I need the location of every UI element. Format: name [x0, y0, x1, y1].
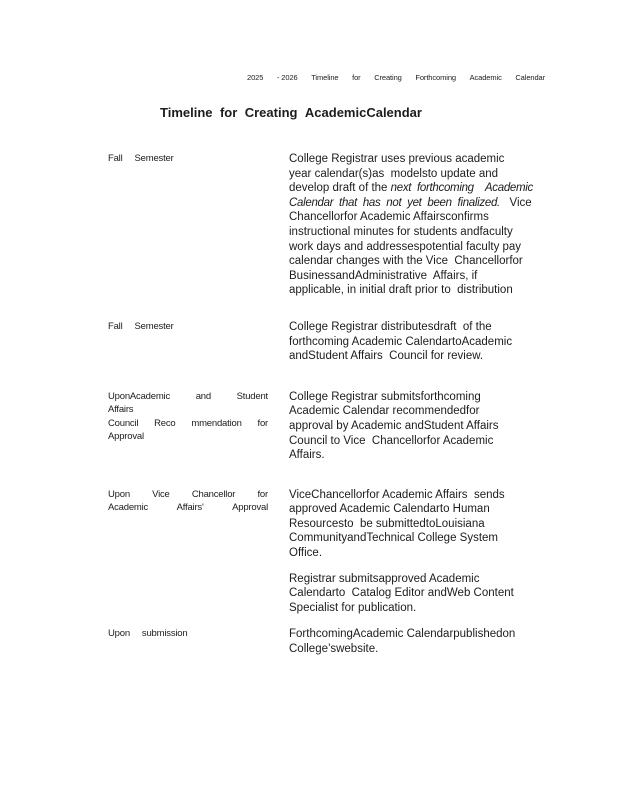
- description-line: [289, 196, 544, 211]
- title-word: Creating: [244, 105, 298, 120]
- title-word: for: [219, 105, 238, 120]
- header-word: Forthcoming: [415, 73, 456, 82]
- phase-label: [108, 152, 268, 166]
- description-line: [289, 181, 544, 196]
- timeline-row: [108, 320, 540, 364]
- phase-label-word: Semester: [134, 320, 174, 332]
- description-line: [289, 601, 544, 616]
- plain-text: Vice: [499, 196, 532, 209]
- phase-label-word: Academic: [108, 502, 149, 514]
- plain-text: College’swebsite.: [289, 643, 379, 656]
- plain-text: Calendarto Catalog Editor andWeb Content: [289, 587, 514, 600]
- phase-label-word: UponAcademic: [108, 390, 171, 402]
- plain-text: Specialist for publication.: [289, 601, 417, 614]
- phase-label-word: for: [257, 488, 268, 500]
- phase-label-word: Affairs: [108, 404, 134, 416]
- phase-label-word: Semester: [134, 153, 174, 164]
- description-line: [289, 627, 544, 642]
- description-line: [289, 254, 544, 269]
- phase-label-word: submission: [141, 628, 188, 640]
- phase-label-word: Student: [236, 390, 268, 402]
- phase-label-line: [108, 627, 268, 641]
- plain-text: ViceChancellorfor Academic Affairs sends: [289, 488, 505, 501]
- phase-description: [289, 320, 544, 364]
- description-line: [289, 349, 544, 364]
- phase-label-word: Council: [108, 417, 139, 429]
- timeline-row: [108, 488, 540, 616]
- description-line: [289, 167, 544, 182]
- description-paragraph: [289, 488, 544, 561]
- description-line: [289, 642, 544, 657]
- phase-label-line: [108, 390, 268, 404]
- phase-label: [108, 488, 268, 515]
- plain-text: approval by Academic andStudent Affairs: [289, 419, 499, 432]
- plain-text: BusinessandAdministrative Affairs, if: [289, 269, 478, 282]
- plain-text: College Registrar distributesdraft of the: [289, 320, 492, 333]
- phase-label-line: [108, 417, 268, 431]
- description-line: [289, 488, 544, 503]
- description-line: [289, 335, 544, 350]
- timeline-table: [108, 152, 540, 657]
- phase-label-line: [108, 403, 268, 417]
- timeline-row: [108, 390, 540, 463]
- phase-label-line: [108, 152, 268, 166]
- plain-text: College Registrar uses previous academic: [289, 153, 505, 165]
- phase-label-word: and: [195, 390, 211, 402]
- description-line: [289, 419, 544, 434]
- phase-label-word: Upon: [108, 628, 130, 640]
- phase-label: [108, 320, 268, 334]
- plain-text: Office.: [289, 547, 323, 560]
- phase-label-word: for: [257, 417, 268, 429]
- plain-text: Council to Vice Chancellorfor Academic: [289, 434, 494, 447]
- phase-label-word: Chancellor: [191, 488, 236, 500]
- description-line: [289, 269, 544, 284]
- description-paragraph: [289, 320, 544, 364]
- phase-label-word: mmendation: [191, 417, 242, 429]
- running-header: [247, 73, 545, 83]
- phase-description: [289, 152, 544, 298]
- description-paragraph: [289, 572, 544, 616]
- description-line: [289, 225, 544, 240]
- phase-label-word: Reco: [154, 417, 176, 429]
- description-paragraph: [289, 390, 544, 463]
- page-title: [160, 104, 422, 121]
- phase-label-word: Approval: [108, 431, 144, 443]
- description-line: [289, 320, 544, 335]
- phase-description: [289, 488, 544, 616]
- plain-text: College Registrar submitsforthcoming: [289, 390, 481, 403]
- italic-text: next forthcoming Academic: [390, 182, 534, 195]
- phase-label-line: [108, 501, 268, 515]
- phase-label: [108, 627, 268, 641]
- phase-description: [289, 390, 544, 463]
- description-line: [289, 434, 544, 449]
- description-line: [289, 517, 544, 532]
- description-paragraph: [289, 627, 544, 656]
- plain-text: applicable, in initial draft prior to distribution: [289, 284, 513, 297]
- plain-text: calendar changes with the Vice Chancellorfor: [289, 255, 523, 268]
- phase-label: [108, 390, 268, 444]
- plain-text: Registrar submitsapproved Academic: [289, 572, 480, 585]
- header-word: - 2026: [276, 73, 298, 82]
- phase-label-word: Approval: [232, 502, 268, 514]
- phase-label-line: [108, 430, 268, 444]
- plain-text: year calendar(s)as modelsto update and: [289, 167, 499, 180]
- title-word: AcademicCalendar: [304, 105, 422, 120]
- phase-label-word: Upon: [108, 488, 130, 500]
- description-line: [289, 546, 544, 561]
- timeline-row: [108, 152, 540, 298]
- plain-text: Affairs.: [289, 449, 325, 462]
- description-line: [289, 390, 544, 405]
- header-word: Timeline: [311, 73, 339, 82]
- plain-text: develop draft of the: [289, 182, 391, 195]
- plain-text: work days and addressespotential faculty pay: [289, 240, 522, 253]
- description-paragraph: [289, 152, 544, 298]
- header-word: Academic: [469, 73, 502, 82]
- plain-text: andStudent Affairs Council for review.: [289, 350, 484, 363]
- header-word: for: [352, 73, 361, 82]
- header-word: Creating: [374, 73, 402, 82]
- plain-text: ForthcomingAcademic Calendarpublishedon: [289, 628, 516, 641]
- phase-label-word: Vice: [152, 488, 170, 500]
- phase-label-word: Fall: [108, 153, 123, 164]
- plain-text: approved Academic Calendarto Human: [289, 503, 490, 516]
- description-line: [289, 502, 544, 517]
- description-line: [289, 210, 544, 225]
- phase-label-word: Affairs': [176, 502, 204, 514]
- italic-text: Calendar that has not yet been finalized.: [289, 196, 500, 209]
- description-line: [289, 448, 544, 463]
- plain-text: forthcoming Academic CalendartoAcademic: [289, 335, 513, 348]
- description-line: [289, 572, 544, 587]
- description-line: [289, 404, 544, 419]
- phase-description: [289, 627, 544, 656]
- plain-text: CommunityandTechnical College System: [289, 532, 499, 545]
- plain-text: instructional minutes for students andfaculty: [289, 225, 513, 238]
- plain-text: Resourcesto be submittedtoLouisiana: [289, 517, 485, 530]
- timeline-row: [108, 627, 540, 656]
- description-line: [289, 531, 544, 546]
- plain-text: Academic Calendar recommendedfor: [289, 405, 480, 418]
- phase-label-word: Fall: [108, 320, 123, 332]
- description-line: [289, 152, 544, 167]
- description-line: [289, 586, 544, 601]
- plain-text: Chancellorfor Academic Affairsconfirms: [289, 211, 489, 224]
- title-word: Timeline: [160, 105, 213, 120]
- phase-label-line: [108, 488, 268, 502]
- description-line: [289, 283, 544, 298]
- description-line: [289, 240, 544, 255]
- header-word: 2025: [247, 73, 264, 82]
- phase-label-line: [108, 320, 268, 334]
- header-word: Calendar: [515, 73, 545, 82]
